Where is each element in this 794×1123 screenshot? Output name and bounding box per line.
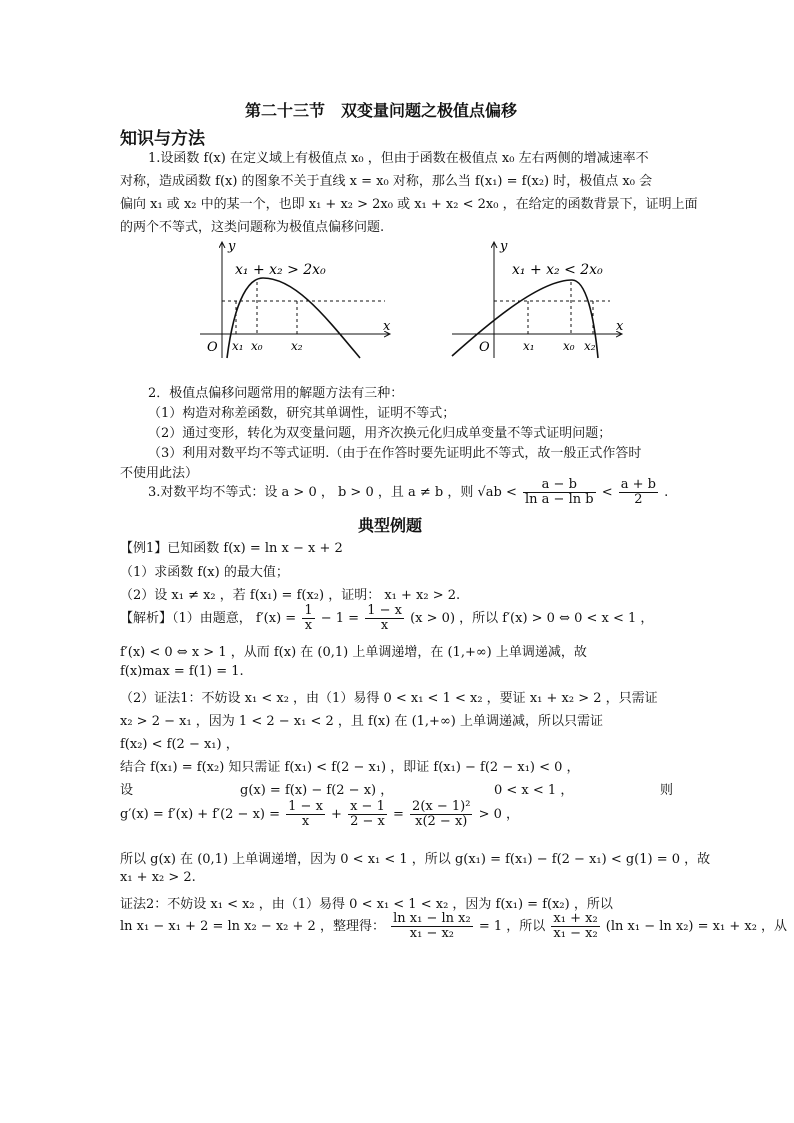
para1-line4: 的两个不等式，这类问题称为极值点偏移问题. — [120, 220, 385, 235]
gprime-line — [120, 800, 519, 829]
para1-line1: 1.设函数 f(x) 在定义域上有极值点 x₀ ，但由于函数在极值点 x₀ 左右两侧的增减速率不 — [148, 151, 649, 166]
solution-post: (x > 0) ，所以 f′(x) > 0 ⇔ 0 < x < 1 ， — [410, 611, 654, 626]
para3-end: . — [664, 485, 669, 500]
frac-gp3 — [410, 800, 472, 829]
para2-line2: （1）构造对称差函数，研究其单调性，证明不等式； — [148, 406, 456, 421]
fig1-tick-x0: x₀ — [251, 339, 263, 353]
solution-line5: x₂ > 2 − x₁ ，因为 1 < 2 − x₁ < 2 ，且 f(x) 在 (1,+∞) 上单调递减，所以只需证 — [120, 714, 603, 729]
fig2-x-label: x — [616, 319, 624, 334]
frac-log-mean-den: ln a − ln b — [525, 492, 594, 507]
para2-line4: （3）利用对数平均不等式证明.（由于在作答时要先证明此不等式，故一般正式作答时 — [148, 446, 642, 461]
fig1-x-label: x — [383, 319, 391, 334]
frac-1-over-x-num: 1 — [304, 603, 313, 618]
fig1-y-label: y — [228, 239, 236, 254]
solution-line8: 所以 g(x) 在 (0,1) 上单调递增，因为 0 < x₁ < 1 ，所以 g(x₁) = f(x₁) − f(2 − x₁) < g(1) = 0 ，故 — [120, 852, 711, 867]
frac-1mx-over-x-num: 1 − x — [367, 603, 402, 618]
gprime-post: > 0 ， — [478, 807, 520, 822]
frac-gp3-num: 2(x − 1)² — [412, 799, 471, 814]
frac-1-over-x — [302, 604, 314, 633]
fig2-formula: x₁ + x₂ < 2x₀ — [512, 262, 603, 278]
solution-line4: （2）证法1：不妨设 x₁ < x₂ ，由（1）易得 0 < x₁ < 1 < x₂ ，要证 x₁ + x₂ > 2 ，只需证 — [120, 691, 658, 706]
frac-1mx-over-x-den: x — [380, 618, 389, 633]
solution-pre: 【解析】（1）由题意， f′(x) = — [120, 611, 297, 626]
frac-arith-mean — [619, 478, 658, 507]
frac-last1-num: ln x₁ − ln x₂ — [393, 911, 471, 926]
frac-1mx-over-x — [365, 604, 404, 633]
solution-line7: 结合 f(x₁) = f(x₂) 知只需证 f(x₁) < f(2 − x₁) ，即证 f(x₁) − f(2 − x₁) < 0 ， — [120, 760, 580, 775]
frac-last2-num: x₁ + x₂ — [553, 911, 598, 926]
solution-mid: − 1 = — [320, 611, 360, 626]
frac-gp1-num: 1 − x — [288, 799, 323, 814]
solution-line3: f(x)max = f(1) = 1. — [120, 664, 244, 679]
frac-1-over-x-den: x — [304, 618, 313, 633]
section-heading-examples: 典型例题 — [358, 516, 423, 535]
para3-log-mean — [148, 478, 668, 507]
fig2-tick-x2: x₂ — [584, 339, 596, 353]
solution-last-line — [120, 912, 787, 941]
frac-last1 — [391, 912, 473, 941]
fig2-tick-x1: x₁ — [523, 339, 535, 353]
section-heading-knowledge: 知识与方法 — [120, 129, 205, 149]
figure-left-graph — [185, 236, 400, 361]
fig1-tick-x1: x₁ — [232, 339, 244, 353]
gdef-c: 0 < x < 1 ， — [494, 783, 574, 798]
frac-gp1 — [286, 800, 325, 829]
fig1-origin: O — [207, 340, 218, 355]
frac-gp2-num: x − 1 — [350, 799, 385, 814]
frac-gp1-den: x — [301, 814, 310, 829]
para2-line5: 不使用此法） — [120, 466, 199, 481]
fig2-y-label: y — [500, 239, 508, 254]
frac-gp2-den: 2 − x — [350, 814, 385, 829]
gdef-d: 则 — [660, 783, 674, 798]
solution-line1 — [120, 604, 653, 633]
gprime-plus: + — [331, 807, 342, 822]
fig1-formula: x₁ + x₂ > 2x₀ — [235, 262, 326, 278]
solution-line6: f(x₂) < f(2 − x₁) ， — [120, 737, 239, 752]
fig2-origin: O — [479, 340, 490, 355]
gdef-a: 设 — [120, 783, 134, 798]
frac-log-mean-num: a − b — [523, 478, 596, 493]
frac-log-mean — [523, 478, 596, 507]
fig1-tick-x2: x₂ — [291, 339, 303, 353]
frac-gp2 — [348, 800, 387, 829]
last-pre: ln x₁ − x₁ + 2 = ln x₂ − x₂ + 2 ，整理得： — [120, 919, 385, 934]
para1-line3: 偏向 x₁ 或 x₂ 中的某一个，也即 x₁ + x₂ > 2x₀ 或 x₁ + x₂ < 2x₀ ，在给定的函数背景下，证明上面 — [120, 197, 698, 212]
frac-last1-den: x₁ − x₂ — [409, 926, 455, 941]
frac-last2 — [551, 912, 599, 941]
frac-arith-mean-num: a + b — [620, 477, 656, 492]
para2-line3: （2）通过变形，转化为双变量问题，用齐次换元化归成单变量不等式证明问题； — [148, 426, 612, 441]
frac-arith-mean-den: 2 — [634, 492, 643, 507]
para2-line1: 2．极值点偏移问题常用的解题方法有三种： — [148, 386, 404, 401]
page-title: 第二十三节 双变量问题之极值点偏移 — [245, 101, 518, 120]
gdef-b: g(x) = f(x) − f(2 − x) ， — [240, 783, 394, 798]
gprime-eq: = — [393, 807, 404, 822]
example1-statement: 【例1】已知函数 f(x) = ln x − x + 2 — [120, 541, 343, 556]
para3-pre: 3.对数平均不等式：设 a > 0 ， b > 0 ，且 a ≠ b ，则 √ab < — [148, 485, 517, 500]
gprime-pre: g′(x) = f′(x) + f′(2 − x) = — [120, 807, 280, 822]
example1-part2: （2）设 x₁ ≠ x₂ ，若 f(x₁) = f(x₂) ，证明： x₁ + x₂ > 2. — [120, 588, 461, 603]
fig2-tick-x0: x₀ — [563, 339, 575, 353]
solution-line2: f′(x) < 0 ⇔ x > 1 ，从而 f(x) 在 (0,1) 上单调递增，在 (1,+∞) 上单调递减，故 — [120, 645, 587, 660]
solution-line10: 证法2：不妨设 x₁ < x₂ ，由（1）易得 0 < x₁ < 1 < x₂ ，因为 f(x₁) = f(x₂) ，所以 — [120, 897, 613, 912]
figure-right-graph — [450, 236, 630, 361]
frac-last2-den: x₁ − x₂ — [553, 926, 598, 941]
para3-lt: < — [601, 485, 613, 500]
example1-part1: （1）求函数 f(x) 的最大值； — [120, 565, 289, 580]
last-post: (ln x₁ − ln x₂) = x₁ + x₂ ，从 — [605, 919, 788, 934]
last-mid: = 1 ，所以 — [478, 919, 546, 934]
solution-line9: x₁ + x₂ > 2. — [120, 870, 196, 885]
para1-line2: 对称，造成函数 f(x) 的图象不关于直线 x = x₀ 对称，那么当 f(x₁) = f(x₂) 时，极值点 x₀ 会 — [120, 174, 653, 189]
frac-gp3-den: x(2 − x) — [415, 814, 468, 829]
